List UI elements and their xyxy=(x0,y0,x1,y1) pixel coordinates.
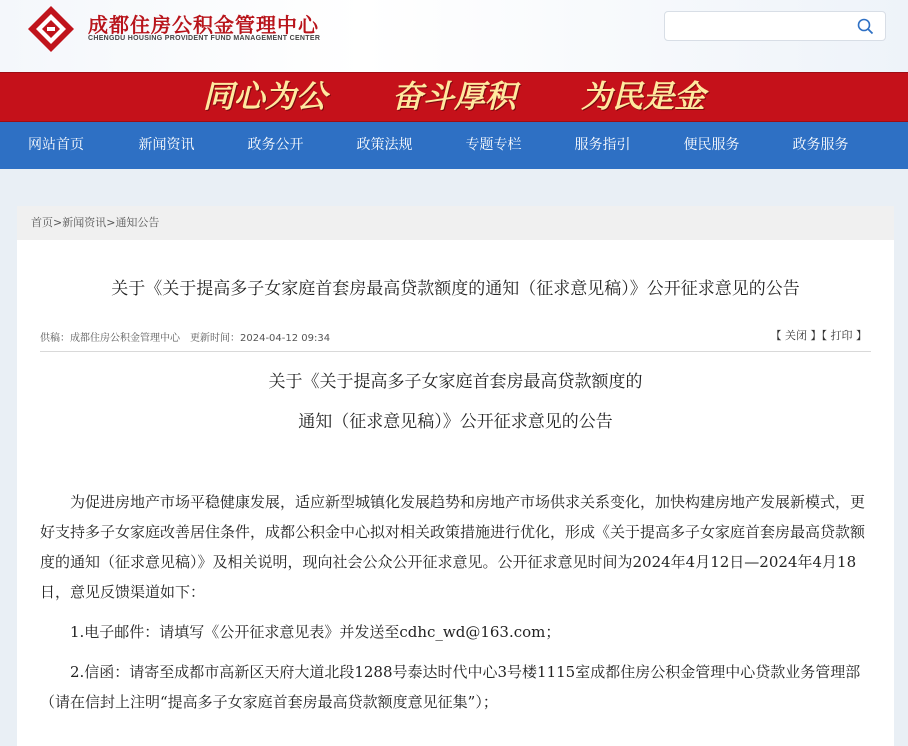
main-nav xyxy=(0,122,908,169)
slogan-banner xyxy=(0,72,908,122)
nav-item-government-services[interactable]: 政务服务 xyxy=(792,137,849,153)
nav-item-government-affairs[interactable]: 政务公开 xyxy=(247,137,304,153)
print-button[interactable]: 【 打印 】 xyxy=(821,329,867,342)
breadcrumb-home[interactable]: 首页 xyxy=(31,216,53,229)
logo-icon[interactable] xyxy=(27,5,75,53)
article-panel xyxy=(17,206,894,746)
paragraph-intro: 为促进房地产市场平稳健康发展，适应新型城镇化发展趋势和房地产市场供求关系变化，加快构建房地产发展新模式，更好支持多子女家庭改善居住条件，成都公积金中心拟对相关政策措施进行优化，形成《关于提高多子女家庭首套房最高贷款额度的通知（征求意见稿）》及相关说明，现向社会公众公开征求意见。公开征求意见时间为2024年4月12日—2024年4月18日，意见反馈渠道如下： xyxy=(40,493,866,601)
brand-title-cn[interactable]: 成都住房公积金管理中心 xyxy=(88,13,319,37)
paragraph-email: 1.电子邮件：请填写《公开征求意见表》并发送至cdhc_wd@163.com； xyxy=(70,623,561,641)
nav-item-news[interactable]: 新闻资讯 xyxy=(138,137,195,153)
nav-item-service-guide[interactable]: 服务指引 xyxy=(574,137,631,153)
search-icon[interactable] xyxy=(857,18,874,35)
slogan-3: 为民是金 xyxy=(581,79,706,115)
slogan-1: 同心为公 xyxy=(202,79,327,115)
nav-item-special-topics[interactable]: 专题专栏 xyxy=(465,137,522,153)
search-input[interactable] xyxy=(671,16,845,38)
document-title-line2: 通知（征求意见稿）》公开征求意见的公告 xyxy=(298,412,613,432)
breadcrumb-news[interactable]: 新闻资讯 xyxy=(62,216,107,229)
breadcrumb-notices[interactable]: 通知公告 xyxy=(115,216,160,229)
divider xyxy=(40,351,871,352)
breadcrumb-separator: > xyxy=(53,216,63,229)
nav-item-policies[interactable]: 政策法规 xyxy=(356,137,413,153)
search-box xyxy=(664,11,886,41)
source-value: 成都住房公积金管理中心 xyxy=(70,333,180,344)
breadcrumb xyxy=(17,206,894,240)
source-label: 供稿： xyxy=(40,333,70,344)
nav-item-convenience-services[interactable]: 便民服务 xyxy=(683,137,740,153)
slogan-2: 奋斗厚积 xyxy=(392,79,516,115)
nav-item-home[interactable]: 网站首页 xyxy=(28,137,84,153)
paragraph-letter: 2.信函：请寄至成都市高新区天府大道北段1288号泰达时代中心3号楼1115室成都住房公积金管理中心贷款业务管理部（请在信封上注明“提高多子女家庭首套房最高贷款额度意见征集”）； xyxy=(40,663,861,711)
close-button[interactable]: 【 关闭 】 xyxy=(770,329,822,342)
site-header xyxy=(0,0,908,72)
update-time-value: 2024-04-12 09:34 xyxy=(240,333,331,344)
article-body xyxy=(40,487,871,717)
brand-title-en: CHENGDU HOUSING PROVIDENT FUND MANAGEMENT CENTER xyxy=(88,35,321,42)
breadcrumb-separator: > xyxy=(106,216,116,229)
article-meta xyxy=(17,325,894,345)
page-title: 关于《关于提高多子女家庭首套房最高贷款额度的通知（征求意见稿）》公开征求意见的公告 xyxy=(111,279,800,299)
update-time-label: 更新时间： xyxy=(190,333,240,344)
document-title-line1: 关于《关于提高多子女家庭首套房最高贷款额度的 xyxy=(268,372,643,392)
